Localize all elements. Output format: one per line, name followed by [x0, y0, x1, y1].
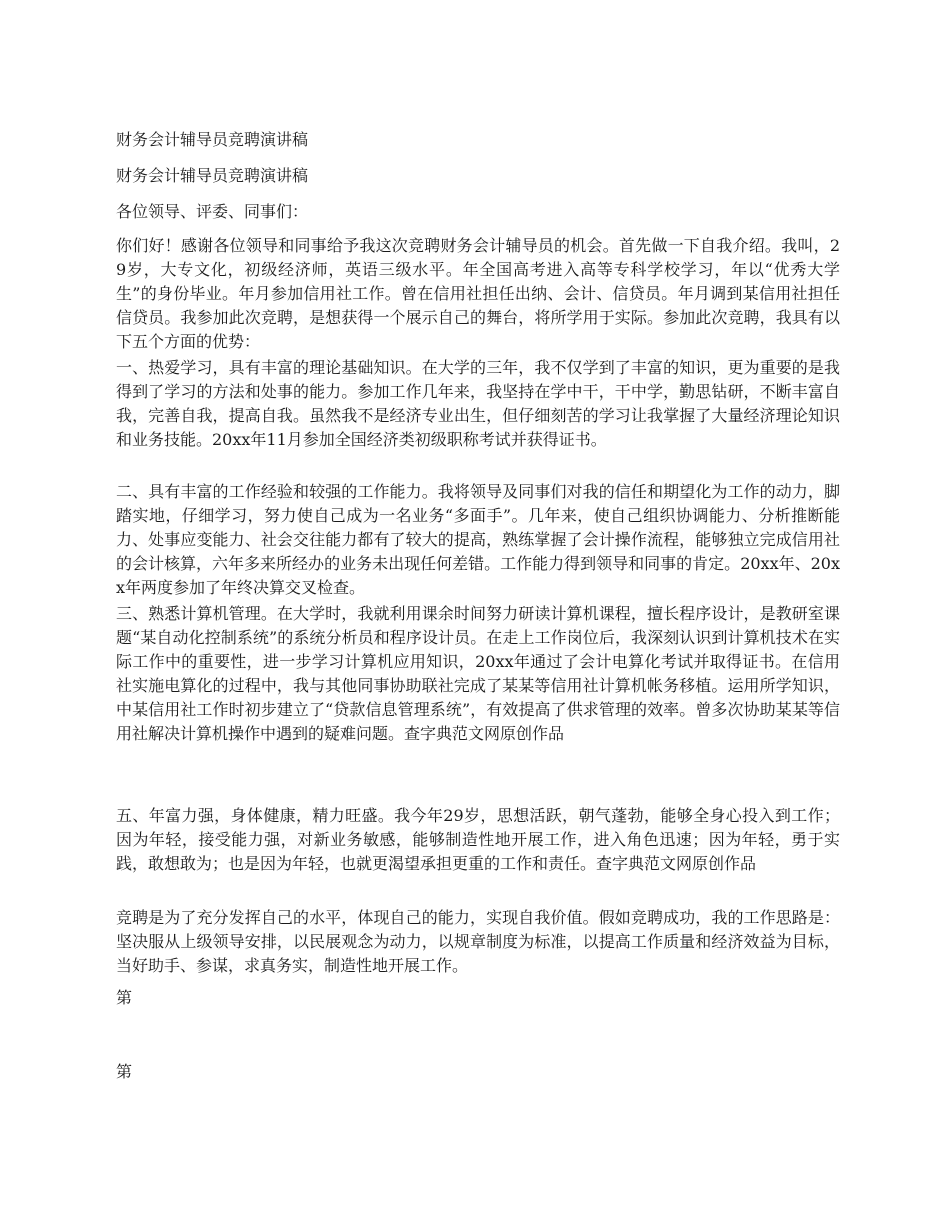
paragraph-advantage-3: 三、熟悉计算机管理。在大学时，我就利用课余时间努力研读计算机课程，擅长程序设计，是教研室课题“某自动化控制系统”的系统分析员和程序设计员。在走上工作岗位后，我深刻认识到计算机技术在实际工作中的重要性，进一步学习计算机应用知识，20xx年通过了会计电算化考试并取得证书。在信用社实施电算化的过程中，我与其他同事协助联社完成了某某等信用社计算机帐务移植。运用所学知识，中某信用社工作时初步建立了“贷款信息管理系统”，有效提高了供求管理的效率。曾多次协助某某等信用社解决计算机操作中遇到的疑难问题。查字典范文网原创作品 [116, 604, 840, 743]
document-subtitle: 财务会计辅导员竞聘演讲稿 [116, 166, 309, 185]
paragraph-intro: 你们好！感谢各位领导和同事给予我这次竞聘财务会计辅导员的机会。首先做一下自我介绍。我叫，29岁，大专文化，初级经济师，英语三级水平。年全国高考进入高等专科学校学习，年以“优秀大学生”的身份毕业。年月参加信用社工作。曾在信用社担任出纳、会计、信贷员。年月调到某信用社担任信贷员。我参加此次竞聘，是想获得一个展示自己的舞台，将所学用于实际。参加此次竞聘，我具有以下五个方面的优势： [116, 236, 840, 351]
document-title: 财务会计辅导员竞聘演讲稿 [116, 130, 309, 149]
page-footer-marker-2: 第 [116, 1062, 133, 1081]
salutation: 各位领导、评委、同事们： [116, 202, 309, 221]
paragraph-advantage-5: 五、年富力强，身体健康，精力旺盛。我今年29岁，思想活跃，朝气蓬勃，能够全身心投入到工作；因为年轻，接受能力强，对新业务敏感，能够制造性地开展工作，进入角色迅速；因为年轻，勇于实践，敢想敢为；也是因为年轻，也就更渴望承担更重的工作和责任。查字典范文网原创作品 [116, 806, 840, 873]
paragraph-conclusion: 竞聘是为了充分发挥自己的水平，体现自己的能力，实现自我价值。假如竞聘成功，我的工作思路是：坚决服从上级领导安排，以民展观念为动力，以规章制度为标准，以提高工作质量和经济效益为目标，当好助手、参谋，求真务实，制造性地开展工作。 [116, 908, 840, 975]
paragraph-advantage-1: 一、热爱学习，具有丰富的理论基础知识。在大学的三年，我不仅学到了丰富的知识，更为重要的是我得到了学习的方法和处事的能力。参加工作几年来，我坚持在学中干，干中学，勤思钻研，不断丰富自我，完善自我，提高自我。虽然我不是经济专业出生，但仔细刻苦的学习让我掌握了大量经济理论知识和业务技能。20xx年11月参加全国经济类初级职称考试并获得证书。 [116, 358, 840, 449]
page-footer-marker: 第 [116, 988, 133, 1007]
paragraph-advantage-2: 二、具有丰富的工作经验和较强的工作能力。我将领导及同事们对我的信任和期望化为工作的动力，脚踏实地，仔细学习，努力使自己成为一名业务“多面手”。几年来，使自己组织协调能力、分析推断能力、处事应变能力、社会交往能力都有了较大的提高，熟练掌握了会计操作流程，能够独立完成信用社的会计核算，六年多来所经办的业务未出现任何差错。工作能力得到领导和同事的肯定。20xx年、20xx年两度参加了年终决算交叉检查。 [116, 482, 840, 597]
